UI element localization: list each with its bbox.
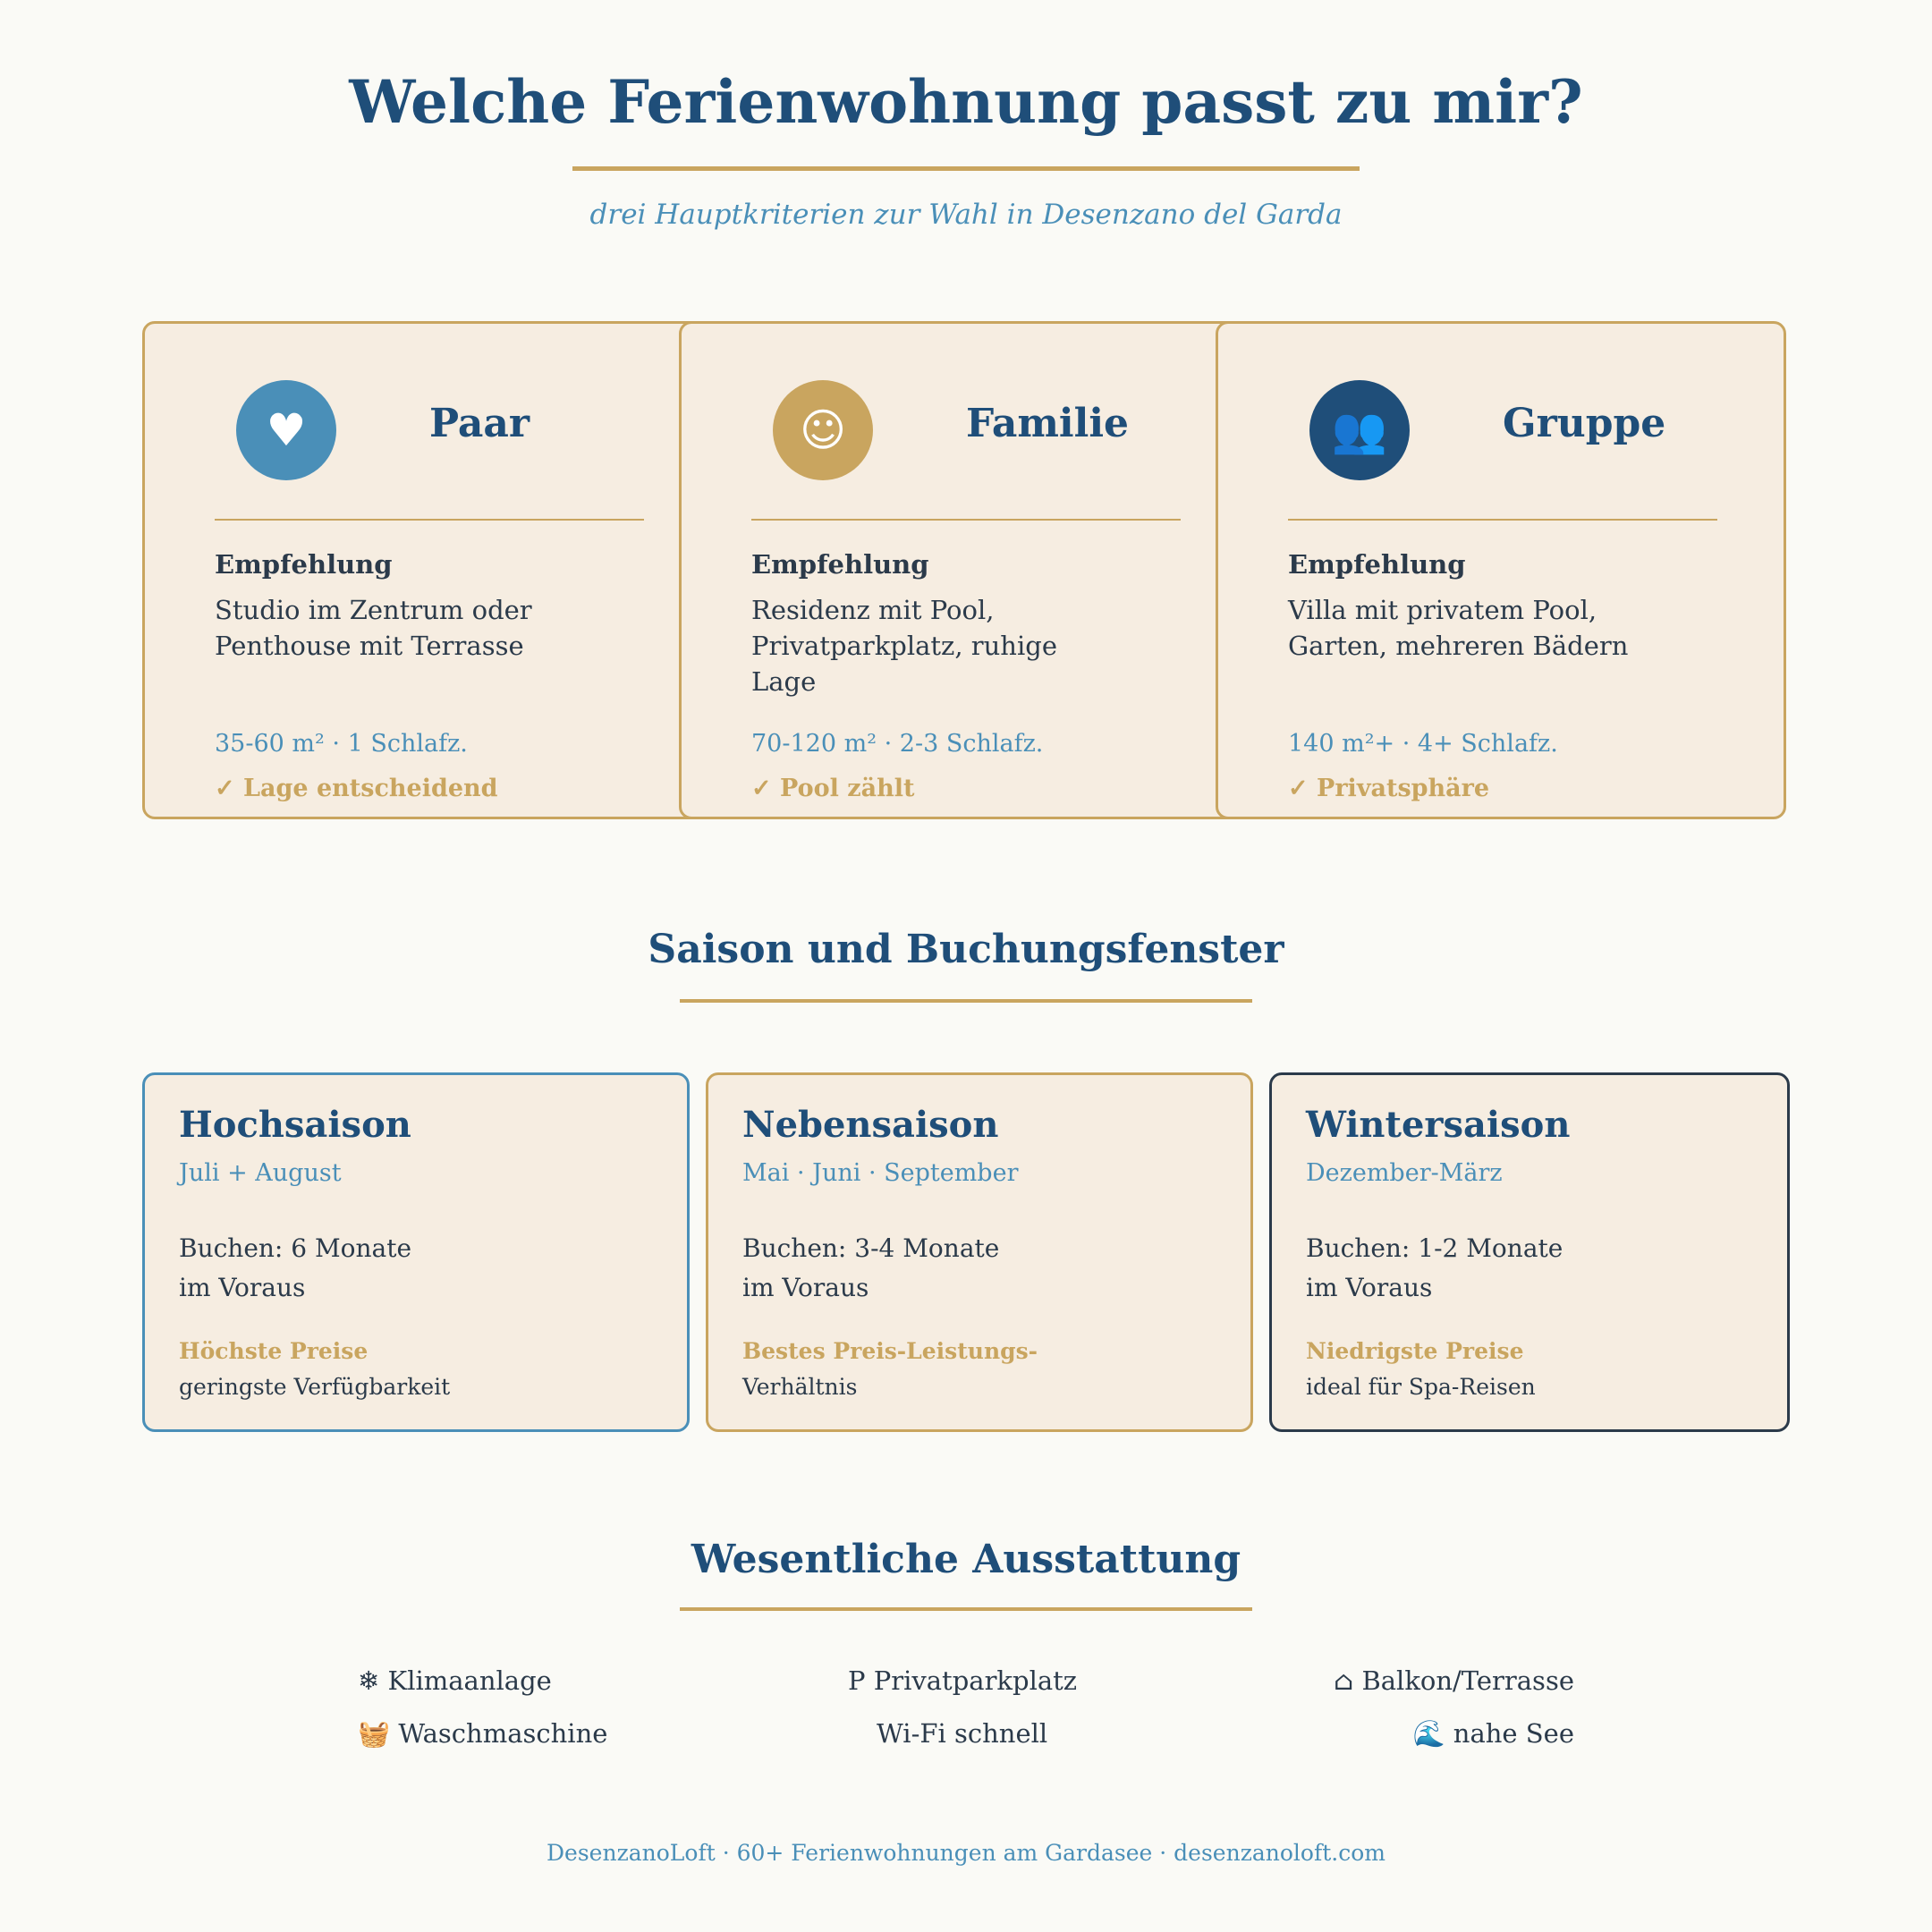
season-months: Juli + August — [179, 1159, 342, 1187]
season-card-hochsaison — [142, 1072, 690, 1432]
size-info: 70-120 m² · 2-3 Schlafz. — [751, 730, 1044, 758]
profile-card-gruppe — [1216, 321, 1786, 819]
washing-machine-icon: 🧺 — [358, 1718, 391, 1749]
page-title: Welche Ferienwohnung passt zu mir? — [349, 67, 1583, 137]
recommendation-text: Residenz mit Pool, Privatparkplatz, ruhige Lage — [751, 595, 1057, 697]
season-card-nebensaison — [706, 1072, 1253, 1432]
page-subtitle: drei Hauptkriterien zur Wahl in Desenzano del Garda — [589, 199, 1343, 231]
seasons-divider — [680, 999, 1252, 1003]
feature-item — [358, 1718, 607, 1750]
price-level: Höchste Preise — [179, 1338, 369, 1364]
size-info: 140 m²+ · 4+ Schlafz. — [1288, 730, 1558, 758]
price-level: Niedrigste Preise — [1306, 1338, 1524, 1364]
price-level: Bestes Preis-Leistungs- — [742, 1338, 1038, 1364]
recommendation-label: Empfehlung — [751, 549, 929, 580]
feature-label: Balkon/Terrasse — [1361, 1665, 1574, 1696]
tag-label: Pool zählt — [780, 775, 915, 802]
heart-icon: ♥ — [236, 380, 336, 480]
season-months: Dezember-März — [1306, 1159, 1503, 1187]
profile-title: Gruppe — [1503, 401, 1666, 446]
profile-title: Paar — [429, 401, 530, 446]
check-icon: ✓ — [215, 775, 235, 802]
seasons-section-title: Saison und Buchungsfenster — [648, 927, 1284, 972]
card-divider — [751, 519, 1181, 521]
size-info: 35-60 m² · 1 Schlafz. — [215, 730, 468, 758]
recommendation-text: Villa mit privatem Pool, Garten, mehreren Bädern — [1288, 595, 1629, 661]
smiley-icon: ☺ — [773, 380, 873, 480]
feature-item — [848, 1665, 1077, 1696]
season-title: Hochsaison — [179, 1104, 411, 1146]
booking-window: Buchen: 1-2 Monate im Voraus — [1306, 1233, 1563, 1302]
recommendation-label: Empfehlung — [1288, 549, 1466, 580]
tag-label: Privatsphäre — [1317, 775, 1490, 802]
season-title: Nebensaison — [742, 1104, 999, 1146]
season-months: Mai · Juni · September — [742, 1159, 1019, 1187]
season-note: geringste Verfügbarkeit — [179, 1374, 451, 1400]
profile-card-familie — [679, 321, 1250, 819]
features-divider — [680, 1607, 1252, 1611]
season-note: ideal für Spa-Reisen — [1306, 1374, 1536, 1400]
feature-label: nahe See — [1453, 1718, 1574, 1749]
profile-tag — [1288, 775, 1489, 802]
season-note: Verhältnis — [742, 1374, 858, 1400]
profile-tag — [215, 775, 498, 802]
feature-item — [1412, 1718, 1574, 1750]
group-icon: 👥 — [1309, 380, 1410, 480]
house-icon: ⌂ — [1334, 1665, 1354, 1696]
card-divider — [1288, 519, 1717, 521]
feature-label: Klimaanlage — [387, 1665, 552, 1696]
feature-label: Waschmaschine — [398, 1718, 608, 1749]
recommendation-text: Studio im Zentrum oder Penthouse mit Terrasse — [215, 595, 532, 661]
parking-icon: P — [848, 1665, 866, 1696]
feature-label: Privatparkplatz — [873, 1665, 1078, 1696]
feature-label: Wi-Fi schnell — [877, 1718, 1048, 1749]
profile-tag — [751, 775, 914, 802]
card-divider — [215, 519, 644, 521]
recommendation-label: Empfehlung — [215, 549, 393, 580]
feature-item — [358, 1665, 552, 1696]
title-divider — [572, 166, 1360, 171]
profile-title: Familie — [966, 401, 1130, 446]
season-title: Wintersaison — [1306, 1104, 1571, 1146]
feature-item — [877, 1718, 1047, 1749]
footer-text: DesenzanoLoft · 60+ Ferienwohnungen am Gardasee · desenzanoloft.com — [547, 1840, 1385, 1866]
booking-window: Buchen: 3-4 Monate im Voraus — [742, 1233, 1000, 1302]
feature-item — [1334, 1665, 1574, 1696]
booking-window: Buchen: 6 Monate im Voraus — [179, 1233, 412, 1302]
snowflake-icon: ❄ — [358, 1665, 380, 1696]
season-card-wintersaison — [1269, 1072, 1790, 1432]
profile-card-paar — [142, 321, 713, 819]
wave-icon: 🌊 — [1412, 1718, 1445, 1749]
features-section-title: Wesentliche Ausstattung — [691, 1537, 1241, 1582]
tag-label: Lage entscheidend — [243, 775, 498, 802]
check-icon: ✓ — [1288, 775, 1309, 802]
check-icon: ✓ — [751, 775, 772, 802]
